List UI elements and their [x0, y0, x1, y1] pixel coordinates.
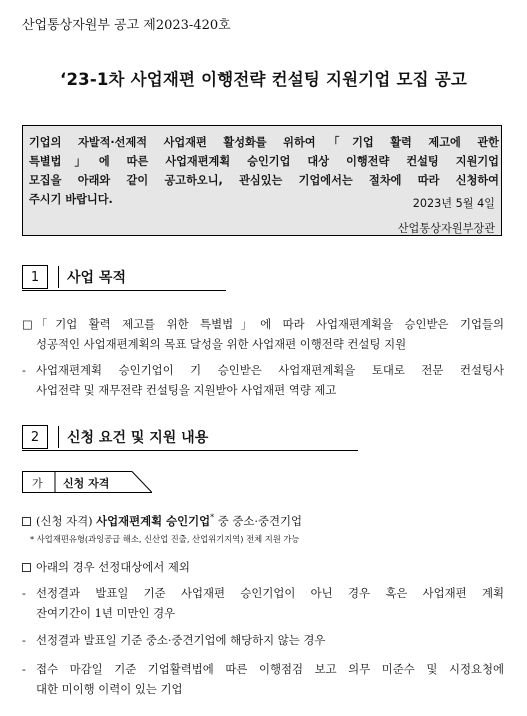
- square-bullet: □: [22, 317, 33, 331]
- footnote: * 사업재편유형(과잉공급 해소, 신산업 진출, 산업위기지역) 전체 지원 가능: [30, 534, 300, 544]
- section-1-item: [22, 360, 504, 400]
- eligibility-prefix: (신청 자격): [36, 513, 93, 528]
- intro-line: 기업의 자발적·선제적 사업재편 활성화를 위하여「기업 활력 제고에 관한: [29, 136, 499, 149]
- section-title: 사업 목적: [67, 270, 126, 286]
- exclusion-heading: [22, 557, 504, 577]
- item-line: 선정결과 발표일 기준 사업재편 승인기업이 아닌 경우 혹은 사업재편 계획: [36, 586, 504, 600]
- section-1-heading: [22, 264, 126, 290]
- announcement-date: 2023년 5월 4일: [412, 197, 495, 210]
- section-1-item: [22, 314, 504, 354]
- item-line: 「기업 활력 제고를 위한 특별법」에 따라 사업재편계획을 승인받은 기업들의: [36, 317, 504, 331]
- page-title: ‘23-1차 사업재편 이행전략 컨설팅 지원기업 모집 공고: [59, 70, 467, 89]
- section-number: 1: [22, 265, 48, 289]
- eligibility-suffix: 중 중소·중견기업: [217, 513, 303, 528]
- item-line: 사업재편계획 승인기업이 기 승인받은 사업재편계획을 토대로 전문 컨설팅사: [36, 363, 504, 377]
- section-2-heading: [22, 424, 208, 450]
- issuer-signature: 산업통상자원부장관: [397, 222, 495, 235]
- footnote-mark: *: [210, 513, 215, 522]
- checkbox-bullet-icon: [22, 517, 31, 526]
- item-line: 선정결과 발표일 기준 중소·중견기업에 해당하지 않는 경우: [36, 633, 326, 647]
- intro-line: 모집을 아래와 같이 공고하오니, 관심있는 기업에서는 절차에 따라 신청하여: [29, 174, 499, 187]
- dash-bullet: -: [22, 363, 26, 377]
- item-line: 잔여기간이 1년 미만인 경우: [36, 606, 176, 620]
- dash-bullet: -: [22, 662, 26, 676]
- intro-line: 주시기 바랍니다.: [29, 193, 113, 206]
- eligibility-highlight: 사업재편계획 승인기업: [96, 513, 211, 528]
- section-underline: [22, 450, 358, 451]
- item-line: 성공적인 사업재편계획의 목표 달성을 위한 사업재편 이행전략 컨설팅 지원: [36, 337, 407, 351]
- exclusion-item: [22, 630, 504, 650]
- item-line: 접수 마감일 기준 기업활력법에 따른 이행점검 보고 의무 미준수 및 시정요청에: [36, 662, 504, 676]
- exclusion-item: [22, 583, 504, 623]
- intro-box: [22, 125, 502, 236]
- checkbox-bullet-icon: [22, 563, 31, 572]
- section-divider: [58, 426, 59, 448]
- dash-bullet: -: [22, 586, 26, 600]
- exclusion-title: 아래의 경우 선정대상에서 제외: [36, 560, 190, 574]
- document-number: 산업통상자원부 공고 제2023-420호: [22, 18, 231, 33]
- exclusion-item: [22, 659, 504, 699]
- subsection-title: 신청 자격: [63, 477, 110, 490]
- intro-line: 특별법」에 따른 사업재편계획 승인기업 대상 이행전략 컨설팅 지원기업: [29, 155, 499, 168]
- subsection-marker: 가: [32, 477, 43, 490]
- section-divider: [58, 266, 59, 288]
- section-title: 신청 요건 및 지원 내용: [67, 430, 209, 446]
- item-line: 사업전략 및 재무전략 컨설팅을 지원받아 사업재편 역량 제고: [36, 383, 337, 397]
- subsection-tab: [22, 471, 152, 493]
- item-line: 대한 미이행 이력이 있는 기업: [36, 682, 183, 696]
- eligibility-item: [22, 508, 504, 531]
- section-number: 2: [22, 425, 48, 449]
- dash-bullet: -: [22, 633, 26, 647]
- section-underline: [22, 290, 226, 291]
